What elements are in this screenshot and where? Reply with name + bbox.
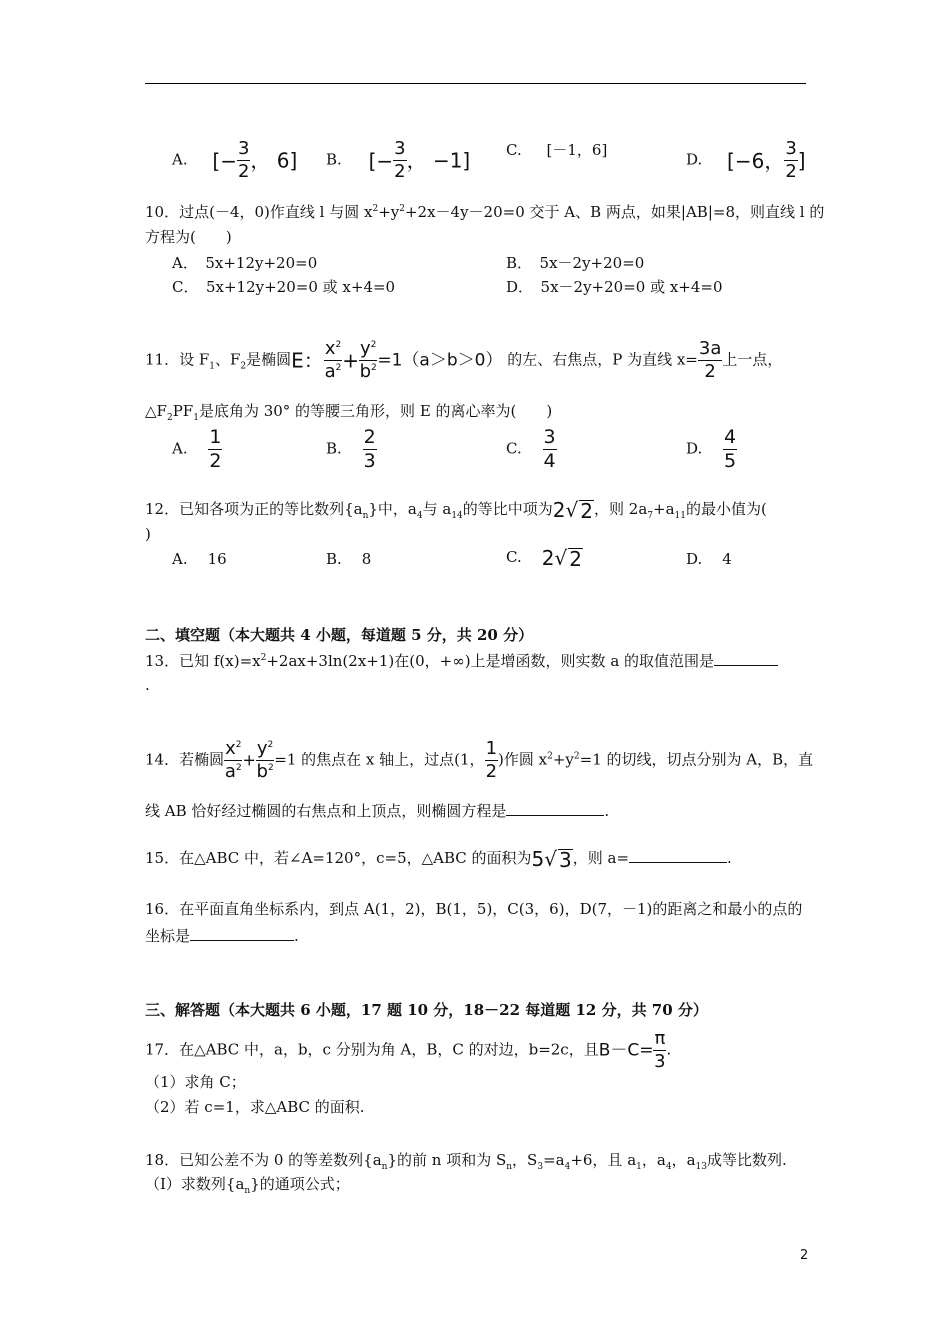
q18-part-1: （Ⅰ）求数列$\{a_n\}$的通项公式； (145, 1175, 350, 1196)
section-2-heading: 二、填空题（本大题共 4 小题，每道题 5 分，共 20 分） (145, 626, 534, 644)
q17-part-2: （2）若 c=1，求△ABC 的面积. (145, 1098, 365, 1116)
q11-stem-line2: $\triangle F_2PF_1$是底角为 30° 的等腰三角形，则 E 的离心率为( ) (145, 402, 553, 423)
header-rule (145, 83, 806, 84)
q15-answer-blank[interactable] (629, 847, 727, 863)
q11-stem-line1: 11．设 $F_1$、$F_2$是椭圆E： $\frac{x^2}{a^2}$ + $\frac{y^2}{b^2}$ =1（a＞b＞0） 的左、右焦点，P 为直线 x= $\frac{3a}{2}$ 上一点， (145, 338, 783, 382)
q11-option-a: A. $\frac{1}{2}$ (172, 426, 222, 472)
q12-option-a: A. 16 (172, 550, 227, 568)
q17-part-1: （1）求角 C； (145, 1073, 246, 1091)
q12-option-d: D. 4 (686, 550, 732, 568)
q15-stem: 15．在△ABC 中，若∠A=120°，c=5，△ABC 的面积为5√ 3，则 a= . (145, 847, 732, 872)
q14-answer-blank[interactable] (506, 800, 604, 816)
q14-stem-line2: 线 AB 恰好经过椭圆的右焦点和上顶点，则椭圆方程是 . (145, 802, 610, 820)
q13-answer-blank[interactable] (714, 650, 778, 666)
q17-stem: 17．在△ABC 中，a，b，c 分别为角 A，B，C 的对边，b=2c，且B－C= $\frac{\pi}{3}$ . (145, 1028, 672, 1072)
q10-option-d: D． 5x－2y+20=0 或 x+4=0 (506, 278, 723, 296)
q18-stem: 18．已知公差不为 0 的等差数列$\{a_n\}$的前 n 项和为 $S_n$，$S_3=a_4+6$，且 $a_1$，$a_4$，$a_{13}$成等比数列. (145, 1151, 787, 1172)
q10-option-c: C． 5x+12y+20=0 或 x+4=0 (172, 278, 396, 296)
q9-option-c: C. [－1，6] (506, 141, 608, 159)
section-3-heading: 三、解答题（本大题共 6 小题，17 题 10 分，18－22 每道题 12 分，共 70 分） (145, 1001, 708, 1019)
q10-stem-line2: 方程为( ) (145, 228, 232, 246)
q9-option-a: A. [− $\frac{3}{2}$ ， 6] (172, 138, 298, 182)
q12-option-c: C. 2√ 2 (506, 546, 582, 571)
q11-option-b: B. $\frac{2}{3}$ (326, 426, 376, 472)
q10-option-a: A． 5x+12y+20=0 (172, 254, 318, 272)
q10-stem-line1: 10．过点(－4，0)作直线 l 与圆 $x^2+y^2+2x-4y-20=0$ 交于 A、B 两点，如果|AB|=8，则直线 l 的 (145, 203, 825, 221)
q14-stem-line1: 14．若椭圆 $\frac{x^2}{a^2}$ + $\frac{y^2}{b^2}$ =1 的焦点在 x 轴上，过点(1， $\frac{1}{2}$ )作圆 $x^2+y^2=1$ 的切线，切点分别为 A，B，直 (145, 738, 814, 782)
q11-option-d: D. $\frac{4}{5}$ (686, 426, 737, 472)
q13-stem-line1: 13．已知 $f(x)=x^2+2ax+3\ln(2x+1)$在(0，+∞)上是增函数，则实数 a 的取值范围是 (145, 650, 778, 671)
q16-stem-line2: 坐标是 . (145, 927, 299, 945)
q10-option-b: B． 5x－2y+20=0 (506, 254, 645, 272)
q16-stem-line1: 16．在平面直角坐标系内，到点 A(1，2)，B(1，5)，C(3，6)，D(7，－1)的距离之和最小的点的 (145, 900, 803, 918)
q11-option-c: C. $\frac{3}{4}$ (506, 426, 556, 472)
q16-answer-blank[interactable] (190, 925, 294, 941)
q9-option-b: B. [− $\frac{3}{2}$ ， −1] (326, 138, 471, 182)
q12-option-b: B. 8 (326, 550, 372, 568)
q9-option-d: D. [−6， $\frac{3}{2}$ ] (686, 138, 806, 182)
page-number: 2 (800, 1248, 809, 1263)
q12-stem-line2: ) (145, 525, 151, 543)
q12-stem-line1: 12．已知各项为正的等比数列$\{a_n\}$中，$a_4$与 $a_{14}$的等比中项为2√ 2，则 $2a_7+a_{11}$的最小值为( (145, 498, 767, 523)
q13-stem-line2: . (145, 676, 150, 694)
